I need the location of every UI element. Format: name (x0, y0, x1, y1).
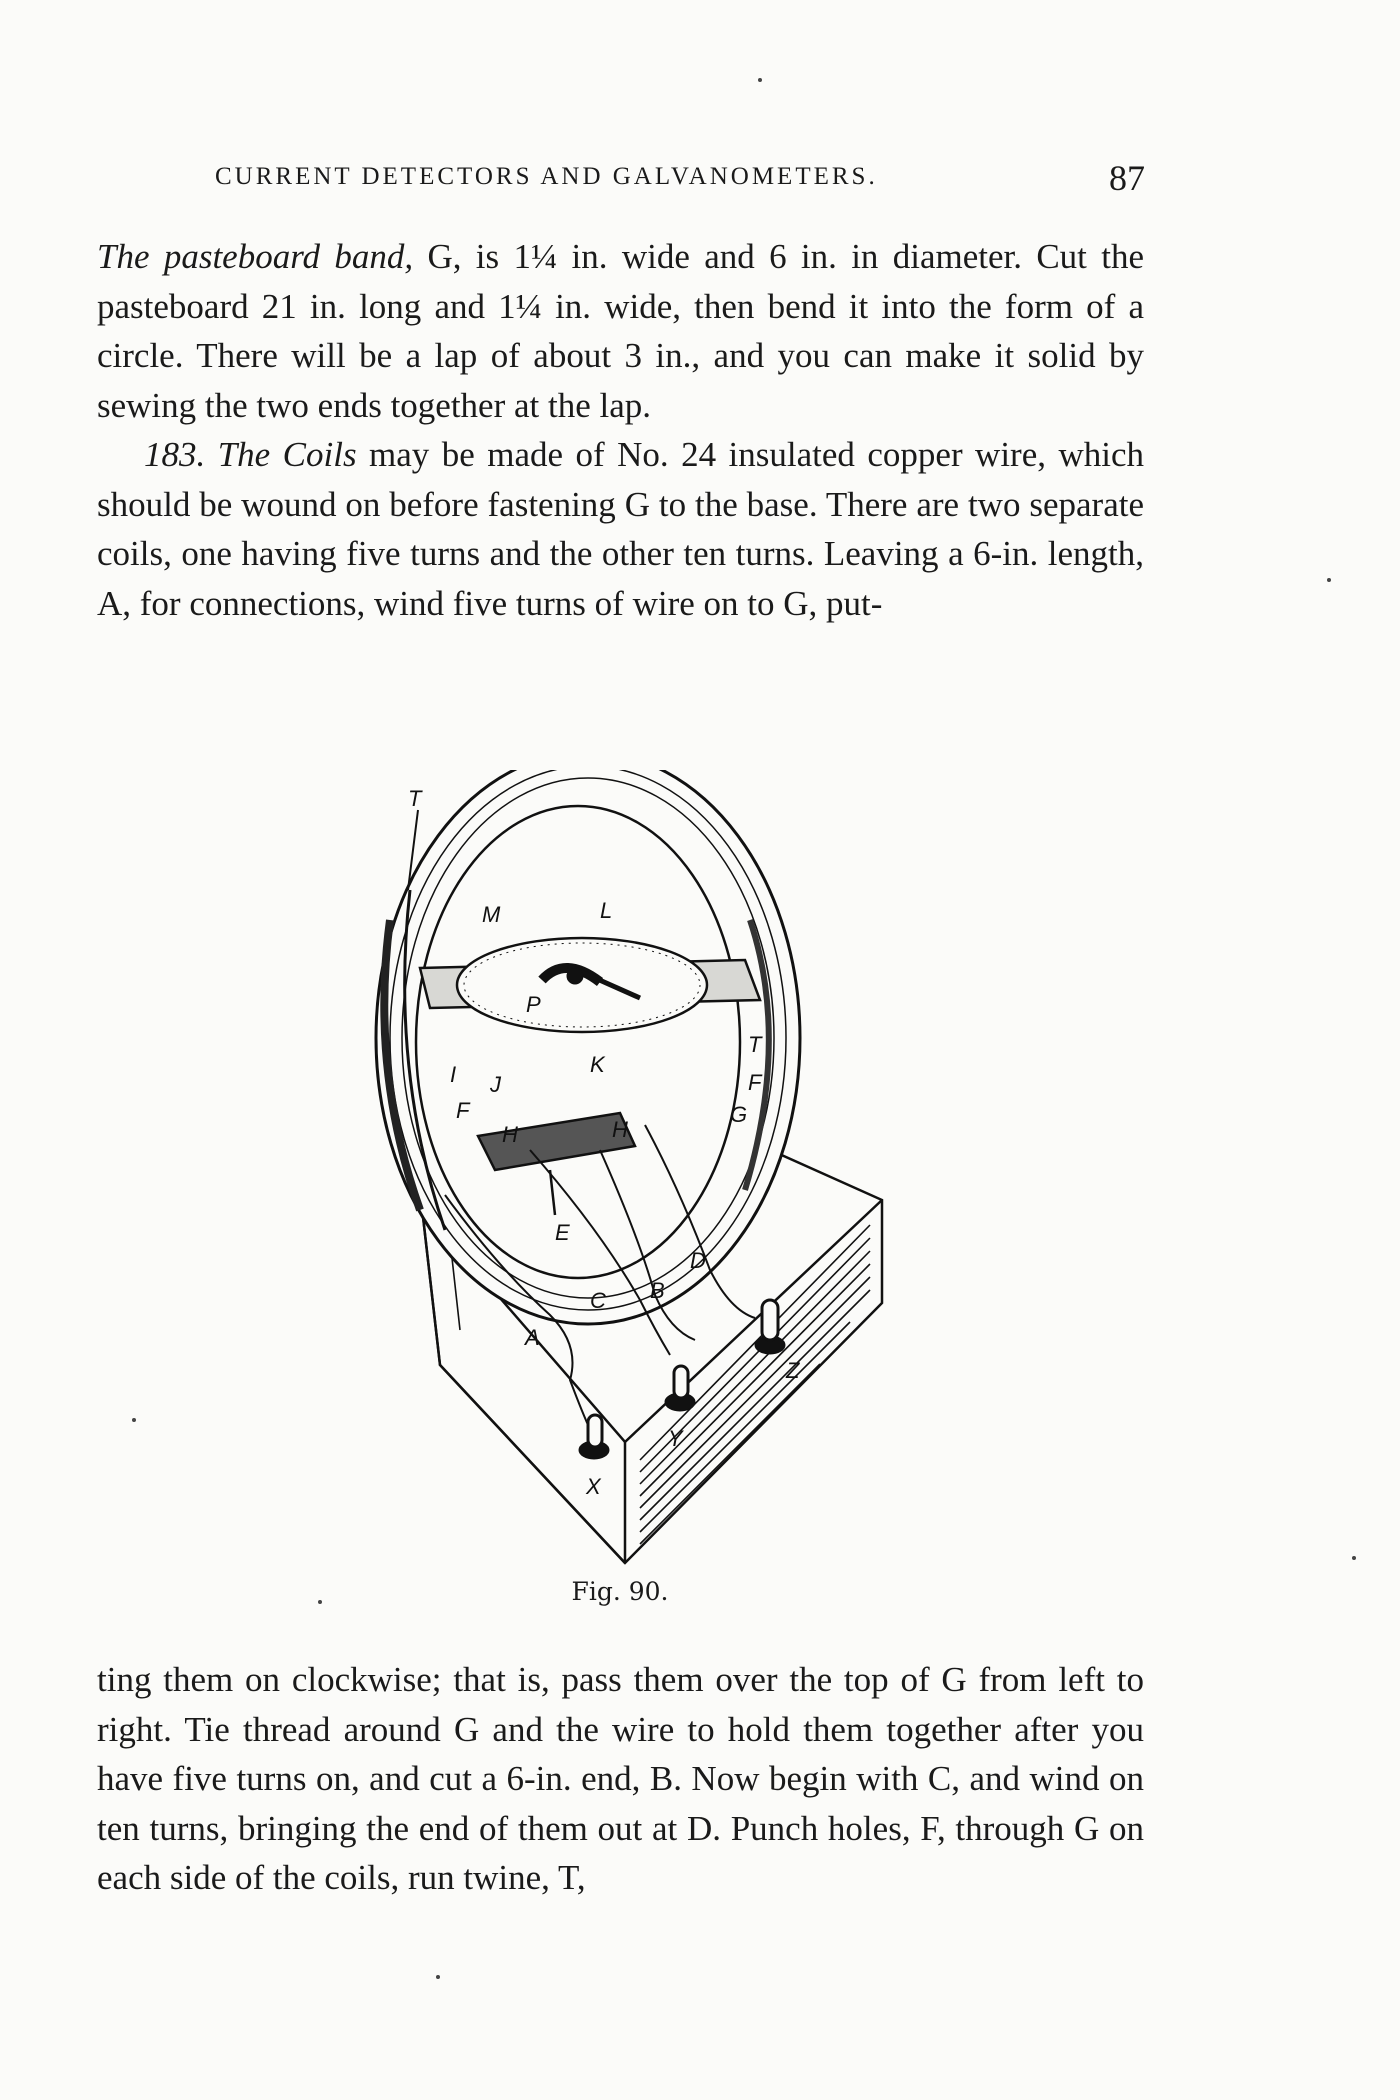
label-i: I (450, 1062, 457, 1087)
label-l: L (600, 898, 613, 923)
label-p: P (526, 992, 541, 1017)
speck (1352, 1556, 1356, 1560)
compass-card (457, 938, 707, 1032)
pasteboard-band-heading: The pasteboard band, (97, 237, 414, 276)
coils-body: may be made of No. 24 insulated copper wire, which should be wound on before fastening G to the base. There are two separate coils, one having five turns and the other ten turns. Leaving a 6-in. length, A, for connections, wind five turns of wire on to G, put- (97, 435, 1144, 623)
label-z: Z (786, 1358, 800, 1383)
label-f-right: F (748, 1070, 762, 1095)
section-number: 183. (144, 435, 206, 474)
running-title: CURRENT DETECTORS AND GALVANOMETERS. (215, 163, 878, 190)
paragraph-coils (97, 430, 1144, 628)
label-c: C (590, 1288, 606, 1313)
running-head (215, 158, 1145, 203)
speck (318, 1600, 322, 1604)
label-k: K (590, 1052, 605, 1077)
page-number: 87 (1109, 158, 1145, 198)
figure-caption: Fig. 90. (571, 1577, 669, 1606)
label-t-top: T (408, 786, 422, 811)
top-text-block (97, 232, 1144, 628)
paragraph-pasteboard-band (97, 232, 1144, 430)
galvanometer-illustration (350, 770, 910, 1580)
label-f-left: F (456, 1098, 470, 1123)
coil-ring (376, 770, 800, 1324)
label-m: M (482, 902, 501, 927)
label-e: E (555, 1220, 570, 1245)
label-d: D (690, 1248, 706, 1273)
speck (132, 1418, 136, 1422)
pasteboard-band-body: G, is 1¼ in. wide and 6 in. in diameter. Cut the pasteboard 21 in. long and 1¼ in. wide, then bend it into the form of a circle. There will be a lap of about 3 in., and you can make it solid by sewing the two ends together at the lap. (97, 237, 1144, 425)
label-b: B (650, 1278, 665, 1303)
bottom-text-block (97, 1655, 1144, 1903)
paragraph-continuation: ting them on clockwise; that is, pass them over the top of G from left to right. Tie thread around G and the wire to hold them together after you have five turns on, and cut a 6-in. end, B. Now begin with C, and wind on ten turns, bringing the end of them out at D. Punch holes, F, through G on each side of the coils, run twine, T, (97, 1660, 1144, 1897)
label-h-left: H (502, 1122, 518, 1147)
label-g: G (730, 1102, 748, 1127)
speck (436, 1975, 440, 1979)
label-a: A (525, 1325, 540, 1350)
label-h-right: H (612, 1117, 628, 1142)
coils-heading: The Coils (217, 435, 357, 474)
label-t-right: T (748, 1032, 762, 1057)
speck (1327, 578, 1331, 582)
label-x: X (586, 1474, 601, 1499)
label-j: J (490, 1072, 501, 1097)
label-y: Y (668, 1426, 683, 1451)
speck (758, 78, 762, 82)
